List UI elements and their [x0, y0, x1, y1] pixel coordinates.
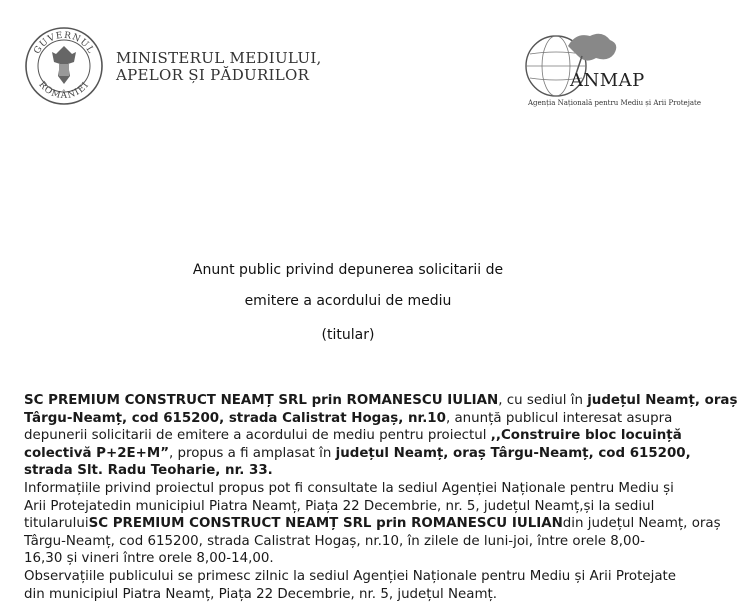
ministry-line-2: APELOR ȘI PĂDURILOR — [116, 66, 310, 84]
bold-text: Târgu-Neamț, cod 615200, strada Calistrat Hogaș, nr.10 — [24, 410, 446, 426]
title-line-1: Anunt public privind depunerea solicitarii de — [192, 262, 504, 278]
bold-text: SC PREMIUM CONSTRUCT NEAMȚ SRL prin ROMANESCU IULIAN — [24, 393, 499, 408]
anmap-globe-icon — [516, 24, 626, 110]
text-line — [24, 515, 721, 533]
text-line — [24, 480, 684, 498]
text-line — [24, 445, 691, 463]
agency-full-name: Agenția Națională pentru Mediu și Arii Protejate — [528, 99, 701, 107]
title-line-3: (titular) — [321, 327, 375, 343]
text-line — [24, 498, 684, 516]
text-segment: Arii Protejatedin municipiul Piatra Neamț, Piața 22 Decembrie, nr. 5, județul Neamț,și la sediul — [24, 498, 655, 514]
bold-text: colectivă P+2E+M” — [24, 445, 170, 461]
paragraph-information — [0, 480, 721, 568]
bold-text: județul Neamț, oraș — [587, 393, 737, 408]
paragraph-titular — [0, 392, 737, 480]
text-segment: Observațiile publicului se primesc zilnic la sediul Agenției Naționale pentru Mediu și Arii Protejate — [24, 569, 677, 584]
text-line — [24, 586, 684, 604]
agency-abbr: ANMAP — [570, 70, 645, 91]
bold-text: ,,Construire bloc locuință — [490, 428, 682, 444]
seal-text-top: GUVERNUL — [32, 30, 96, 56]
text-segment: Târgu-Neamț, cod 615200, strada Calistrat Hogaș, nr.10, în zilele de luni-joi, între orele 8,00- — [24, 533, 645, 549]
bold-text: SC PREMIUM CONSTRUCT NEAMȚ SRL prin ROMANESCU IULIAN — [88, 516, 563, 532]
title-line-2: emitere a acordului de mediu — [244, 293, 452, 309]
ministry-name — [116, 50, 322, 84]
text-line — [24, 568, 684, 586]
text-segment: din județul Neamț, oraș — [562, 516, 721, 532]
text-segment: titularului — [24, 516, 89, 532]
text-segment: 16,30 și vineri între orele 8,00-14,00. — [24, 551, 274, 567]
text-line — [24, 550, 684, 568]
text-line — [24, 392, 737, 410]
bold-text: strada Slt. Radu Teoharie, nr. 33. — [24, 463, 273, 479]
text-segment: depunerii solicitarii de emitere a acordului de mediu pentru proiectul — [24, 428, 491, 444]
text-segment: , anunță publicul interesat asupra — [445, 410, 673, 426]
text-segment: , propus a fi amplasat în — [169, 445, 336, 461]
text-line — [24, 410, 684, 428]
paragraph-observations — [0, 568, 684, 603]
government-seal-icon — [24, 26, 104, 106]
text-line — [24, 427, 684, 445]
text-segment: , cu sediul în — [498, 393, 588, 408]
seal-text-bottom: ROMÂNIEI — [36, 79, 92, 102]
text-segment: din municipiul Piatra Neamț, Piața 22 Decembrie, nr. 5, județul Neamț. — [24, 586, 498, 602]
bold-text: județul Neamț, oraș Târgu-Neamț, cod 615200, — [335, 445, 691, 461]
text-line — [24, 462, 684, 480]
text-segment: Informațiile privind proiectul propus pot fi consultate la sediul Agenției Naționale pentru Mediu și — [24, 481, 674, 496]
text-line — [24, 533, 684, 551]
ministry-line-1: MINISTERUL MEDIULUI, — [116, 49, 322, 67]
